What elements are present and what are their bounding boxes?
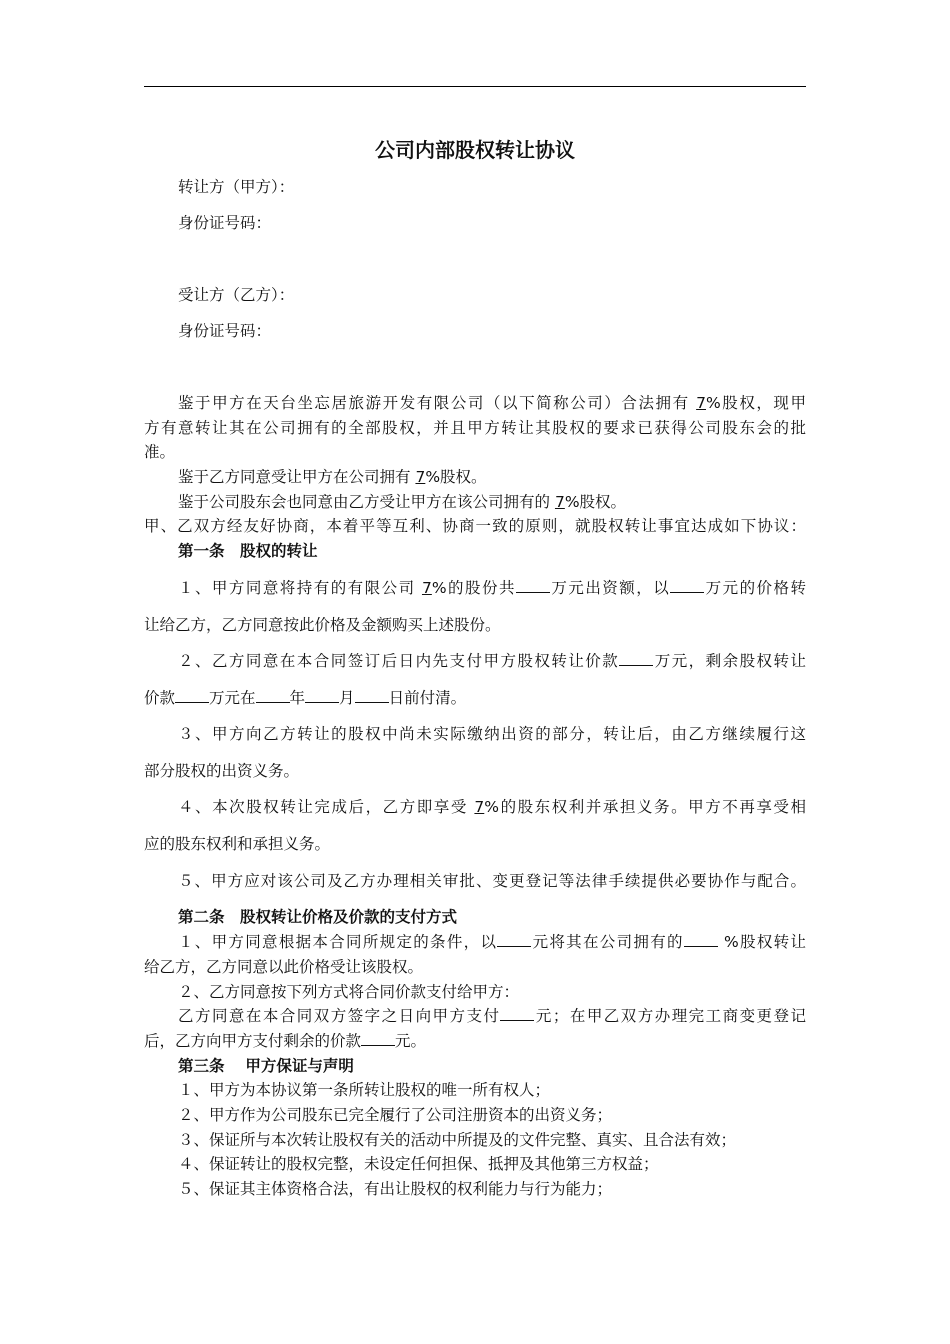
transferee-id-line: 身份证号码： [178,322,272,340]
blank-field [670,577,704,593]
clause-text: %的股东权利并承担义务。甲方不再享受相 [484,798,806,816]
blank-field [516,577,550,593]
clause-text: 万元，剩余股权转让 [653,652,806,670]
clause-text: 元将其在公司拥有的 [531,933,684,951]
article-3-item: ４、保证转让的股权完整，未设定任何担保、抵押及其他第三方权益； [178,1155,659,1173]
clause-text: 元。 [395,1032,427,1050]
preamble-paragraph-3 [144,490,806,515]
share-percentage: 7 [415,468,426,486]
clause-text: 月 [339,689,355,707]
clause-text: 价款 [144,689,176,707]
article-2-item-1-line-1 [144,930,806,955]
clause-text: 后，乙方向甲方支付剩余的价款 [144,1032,362,1050]
clause-text: %股权转让 [717,933,806,951]
clause-text: 元；在甲乙双方办理完工商变更登记 [534,1007,806,1025]
preamble-text: %股权。 [564,493,627,511]
article-3-item: ５、保证其主体资格合法，有出让股权的权利能力与行为能力； [178,1180,613,1198]
share-percentage: 7 [554,493,565,511]
header-rule [144,86,806,87]
article-2-item-3-line-2 [144,1029,806,1054]
preamble-text: %股权，现甲 [705,394,806,412]
article-1-item-3-line-1: ３、甲方向乙方转让的股权中尚未实际缴纳出资的部分，转让后，由乙方继续履行这 [178,725,806,743]
preamble-text: %股权。 [425,468,487,486]
blank-field [497,931,531,947]
clause-text: 日前付清。 [388,689,467,707]
article-1-item-4-line-2: 应的股东权利和承担义务。 [144,835,331,853]
article-2-item-2: ２、乙方同意按下列方式将合同价款支付给甲方： [178,983,520,1001]
blank-field [619,650,653,666]
article-1-item-2-line-1 [144,649,806,674]
document-title: 公司内部股权转让协议 [375,138,575,162]
preamble-text: 鉴于乙方同意受让甲方在公司拥有 [178,468,411,486]
article-3-item: １、甲方为本协议第一条所转让股权的唯一所有权人； [178,1081,551,1099]
blank-field [361,1030,395,1046]
article-1-item-1-line-2: 让给乙方，乙方同意按此价格及金额购买上述股份。 [144,616,501,634]
article-2-heading: 第二条 股权转让价格及价款的支付方式 [178,908,458,926]
article-1-item-1-line-1 [144,576,806,601]
clause-text: 万元在 [209,689,256,707]
preamble-paragraph-4: 甲、乙双方经友好协商，本着平等互利、协商一致的原则，就股权转让事宜达成如下协议： [144,517,806,535]
transferor-id-line: 身份证号码： [178,214,272,232]
transferor-line: 转让方（甲方）： [178,178,295,196]
clause-text: １、甲方同意将持有的有限公司 [178,579,416,597]
blank-field [305,687,339,703]
share-percentage: 7 [474,798,485,816]
clause-text: 万元出资额，以 [549,579,671,597]
article-1-item-3-line-2: 部分股权的出资义务。 [144,762,300,780]
clause-text: １、甲方同意根据本合同所规定的条件，以 [178,933,498,951]
article-1-item-2-line-2 [144,686,806,711]
blank-field [355,687,389,703]
article-3-heading: 第三条 甲方保证与声明 [178,1057,354,1075]
preamble-paragraph-1-line-3: 准。 [144,443,176,461]
article-1-heading: 第一条 股权的转让 [178,542,318,560]
article-1-item-4-line-1 [144,795,806,820]
article-2-item-1-line-2: 给乙方，乙方同意以此价格受让该股权。 [144,958,424,976]
article-3-item: ２、甲方作为公司股东已完全履行了公司注册资本的出资义务； [178,1106,613,1124]
preamble-paragraph-1-line-1 [144,391,806,416]
clause-text: 年 [289,689,306,707]
blank-field [500,1005,534,1021]
blank-field [684,931,718,947]
preamble-text: 鉴于甲方在天台坐忘居旅游开发有限公司（以下简称公司）合法拥有 [178,394,690,412]
clause-text: %的股份共 [431,579,516,597]
clause-text: ２、乙方同意在本合同签订后日内先支付甲方股权转让价款 [178,652,620,670]
blank-field [256,687,290,703]
clause-text: ４、本次股权转让完成后，乙方即享受 [178,798,468,816]
article-2-item-3-line-1 [144,1004,806,1029]
preamble-text: 鉴于公司股东会也同意由乙方受让甲方在该公司拥有的 [178,493,551,511]
clause-text: 乙方同意在本合同双方签字之日向甲方支付 [178,1007,501,1025]
share-percentage: 7 [696,394,706,412]
blank-field [175,687,209,703]
preamble-paragraph-2 [144,465,806,490]
article-3-item: ３、保证所与本次转让股权有关的活动中所提及的文件完整、真实、且合法有效； [178,1131,737,1149]
transferee-line: 受让方（乙方）： [178,286,295,304]
clause-text: 万元的价格转 [704,579,806,597]
preamble-paragraph-1-line-2: 方有意转让其在公司拥有的全部股权，并且甲方转让其股权的要求已获得公司股东会的批 [144,419,806,437]
share-percentage: 7 [421,579,432,597]
article-1-item-5: ５、甲方应对该公司及乙方办理相关审批、变更登记等法律手续提供必要协作与配合。 [178,872,806,890]
